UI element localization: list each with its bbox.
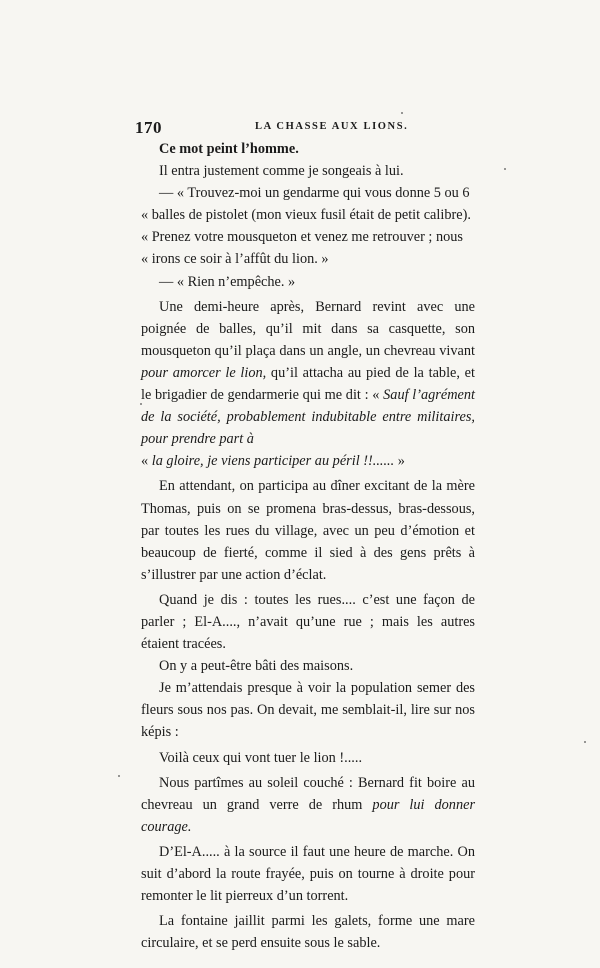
paragraph: Je m’attendais presque à voir la population semer des fleurs sous nos pas. On devait, me semblait-il, lire sur nos képis : (141, 680, 475, 741)
dialogue-line: « irons ce soir à l’affût du lion. » (141, 251, 329, 268)
running-head: LA CHASSE AUX LIONS. (255, 121, 409, 132)
italic-run: la gloire, je viens participer au péril !!...... (151, 453, 395, 470)
print-speck (504, 168, 506, 170)
italic-run: pour lui donner courage. (141, 796, 476, 835)
paragraph (141, 296, 475, 451)
text-run: » (397, 453, 405, 470)
dialogue-line: « balles de pistolet (mon vieux fusil était de petit calibre). (141, 207, 471, 224)
print-speck (401, 112, 403, 114)
dialogue-line: — « Trouvez-moi un gendarme qui vous donne 5 ou 6 (159, 185, 470, 202)
dialogue-line: « Prenez votre mousqueton et venez me retrouver ; nous (141, 229, 463, 246)
page-number: 170 (135, 118, 162, 137)
text-run: « (141, 453, 149, 470)
print-speck (584, 741, 586, 743)
paragraph: On y a peut-être bâti des maisons. (159, 658, 354, 675)
italic-run: Sauf l’agrément de la société, probablement indubitable entre militaires, pour prendre part à (141, 387, 475, 448)
paragraph: En attendant, on participa au dîner excitant de la mère Thomas, puis on se promena bras-dessus, bras-dessous, par toutes les rues du village, avec un peu d’émotion et beaucoup de fierté, comme il sied à des gens prêts à s’illustrer par une action d’éclat. (141, 478, 475, 583)
italic-run: pour amorcer le lion, (141, 364, 267, 381)
dialogue-line: — « Rien n’empêche. » (159, 273, 296, 290)
text-run: qu’il attacha au pied de la table, et le brigadier de gendarmerie qui me dit : « (141, 364, 475, 404)
text-run: Une demi-heure après, Bernard revint avec une poignée de balles, qu’il mit dans sa casquette, son mousqueton qu’il plaça dans un angle, un chevreau vivant (141, 298, 475, 359)
paragraph: La fontaine jaillit parmi les galets, forme une mare circulaire, et se perd ensuite sous le sable. (141, 913, 475, 952)
paragraph: Voilà ceux qui vont tuer le lion !..... (159, 749, 363, 766)
paragraph: Ce mot peint l’homme. (159, 141, 299, 157)
body-text (141, 138, 475, 954)
paragraph: Quand je dis : toutes les rues.... c’est une façon de parler ; El-A...., n’avait qu’une rue ; mais les autres étaient tracées. (141, 591, 475, 653)
paragraph (141, 772, 475, 838)
print-speck (140, 403, 142, 405)
paragraph: Il entra justement comme je songeais à lui. (159, 163, 404, 180)
page-header (135, 118, 473, 138)
print-speck (118, 775, 120, 777)
text-run: Nous partîmes au soleil couché : Bernard fit boire au chevreau un grand verre de rhum (141, 774, 475, 813)
paragraph (141, 450, 475, 472)
paragraph: D’El-A..... à la source il faut une heure de marche. On suit d’abord la route frayée, puis on tourne à droite pour remonter le lit pierreux d’un torrent. (141, 843, 475, 905)
